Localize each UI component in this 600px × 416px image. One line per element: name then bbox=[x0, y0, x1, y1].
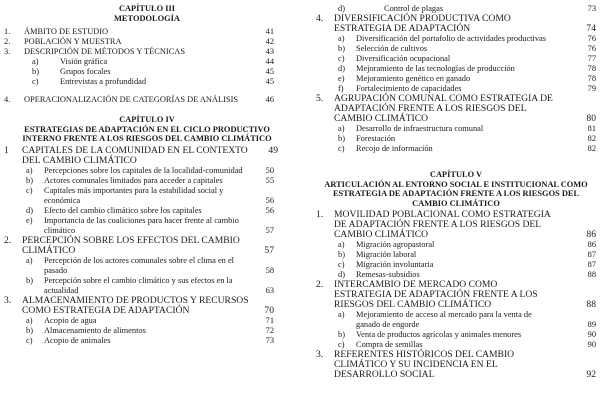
toc-entry-text: OPERACIONALIZACIÓN DE CATEGORÍAS DE ANÁLISIS bbox=[24, 95, 239, 104]
page-number: 76 bbox=[587, 34, 596, 43]
toc-entry-text: DESCRIPCIÓN DE MÉTODOS Y TÉCNICAS bbox=[24, 47, 186, 56]
toc-subentry: a) Migración agropastoral 86 bbox=[338, 240, 596, 249]
page-number: 80 bbox=[586, 113, 596, 124]
toc-entry-text: Recojo de información bbox=[356, 144, 433, 153]
page-number: 76 bbox=[587, 44, 596, 53]
toc-entry-text: POBLACIÓN Y MUESTRA bbox=[24, 37, 122, 46]
page-number: 73 bbox=[587, 4, 596, 13]
toc-subentry: d) Control de plagas 73 bbox=[338, 4, 596, 13]
toc-entry-text: Migración laboral bbox=[356, 250, 417, 259]
toc-entry-text: PERCEPCIÓN SOBRE LOS EFECTOS DEL CAMBIO CLIMÁTICO bbox=[22, 234, 240, 256]
toc-section: 2. INTERCAMBIO DE MERCADO COMO ESTRATEGIA DE ADAPTACIÓN FRENTE A LOS RIESGOS DEL CAMBIO CLIMÁTICO 88 bbox=[316, 279, 596, 310]
toc-subentry: c) Compra de semillas 90 bbox=[338, 340, 596, 349]
toc-entry-text: Remesas-subsidios bbox=[356, 270, 420, 279]
toc-subentry: b) Grupos focales 45 bbox=[4, 67, 290, 77]
page-number: 86 bbox=[587, 240, 596, 249]
toc-entry-text: Grupos focales bbox=[60, 67, 111, 76]
toc-section: 1 CAPITALES DE LA COMUNIDAD EN EL CONTEXTO DEL CAMBIO CLIMÁTICO 49 bbox=[4, 146, 290, 166]
page-number: 77 bbox=[587, 54, 596, 63]
toc-entry-text: Percepciones sobre los capitales de la localidad-comunidad bbox=[44, 165, 243, 175]
chapter-title: METODOLOGÍA bbox=[114, 13, 180, 23]
toc-section: 2. PERCEPCIÓN SOBRE LOS EFECTOS DEL CAMBIO CLIMÁTICO 57 bbox=[4, 236, 290, 256]
page-number: 82 bbox=[587, 134, 596, 143]
toc-subentry: c) Recojo de información 82 bbox=[338, 144, 596, 153]
toc-entry-text: Visión gráfica bbox=[60, 57, 108, 66]
page-number: 87 bbox=[587, 260, 596, 269]
toc-entry-text: Acopio de agua bbox=[44, 315, 97, 325]
page-number: 57 bbox=[265, 225, 274, 235]
toc-entry-text: REFERENTES HISTÓRICOS DEL CAMBIO CLIMÁTICO Y SU INCIDENCIA EN EL DESARROLLO SOCIAL bbox=[334, 349, 515, 380]
toc-entry-text: Percepción de los actores comunales sobre el clima en el pasado bbox=[44, 255, 234, 275]
page-number: 50 bbox=[265, 165, 274, 175]
page-number: 57 bbox=[264, 244, 274, 256]
toc-subentry: a) Diversificación del portafolio de actividades productivas 76 bbox=[338, 34, 596, 43]
page-number: 92 bbox=[586, 369, 596, 380]
page-number: 49 bbox=[268, 144, 278, 156]
page-number: 41 bbox=[265, 27, 274, 36]
toc-entry-text: ÁMBITO DE ESTUDIO bbox=[24, 27, 109, 36]
toc-entry: 3. DESCRIPCIÓN DE MÉTODOS Y TÉCNICAS 43 bbox=[4, 47, 290, 57]
toc-subentry: c) Diversificación ocupacional 77 bbox=[338, 54, 596, 63]
toc-entry-text: Compra de semillas bbox=[356, 340, 423, 349]
toc-subentry: f) Fortalecimiento de capacidades 79 bbox=[338, 84, 596, 93]
toc-entry-text: Selección de cultivos bbox=[356, 44, 428, 53]
toc-entry-text: Venta de productos agrícolas y animales menores bbox=[356, 330, 522, 339]
page-number: 44 bbox=[265, 57, 274, 66]
page-number: 43 bbox=[265, 47, 274, 56]
toc-entry: 2. POBLACIÓN Y MUESTRA 42 bbox=[4, 37, 290, 47]
toc-entry-text: Mejoramiento de acceso al mercado para la venta de ganado de engorde bbox=[356, 310, 532, 329]
page-number: 46 bbox=[265, 95, 274, 104]
chapter-label: CAPÍTULO V bbox=[429, 170, 483, 179]
toc-subentry: d) Efecto del cambio climático sobre los capitales 56 bbox=[4, 206, 290, 216]
page-number: 79 bbox=[587, 84, 596, 93]
page-number: 55 bbox=[265, 175, 274, 185]
toc-subentry: e) Mejoramiento genético en ganado 78 bbox=[338, 74, 596, 83]
toc-entry-text: DIVERSIFICACIÓN PRODUCTIVA COMO ESTRATEGIA DE ADAPTACIÓN bbox=[334, 13, 511, 34]
toc-section: 1. MOVILIDAD POBLACIONAL COMO ESTRATEGIA DE ADAPTACIÓN FRENTE A LOS RIESGOS DEL CAMBIO CLIMÁTICO 86 bbox=[316, 209, 596, 240]
toc-subentry: b) Forestación 82 bbox=[338, 134, 596, 143]
toc-right-column bbox=[316, 4, 596, 380]
page-number: 87 bbox=[587, 250, 596, 259]
chapter-label: CAPÍTULO III bbox=[118, 4, 176, 13]
page-number: 88 bbox=[587, 270, 596, 279]
toc-entry-text: Importancia de las coaliciones para hacer frente al cambio climático bbox=[44, 215, 239, 235]
toc-subentry: c) Capitales más importantes para la estabilidad social y económica 56 bbox=[4, 186, 290, 206]
toc-entry-text: Mejoramiento genético en ganado bbox=[356, 74, 471, 83]
toc-subentry: b) Migración laboral 87 bbox=[338, 250, 596, 259]
toc-entry-text: Diversificación ocupacional bbox=[356, 54, 451, 63]
chapter-3-heading bbox=[4, 4, 290, 23]
toc-entry: 4. OPERACIONALIZACIÓN DE CATEGORÍAS DE ANÁLISIS 46 bbox=[4, 95, 290, 105]
page-number: 56 bbox=[265, 195, 274, 205]
chapter-title: ESTRATEGIAS DE ADAPTACIÓN EN EL CICLO PRODUCTIVO INTERNO FRENTE A LOS RIESGOS DEL CAMBIO CLIMÁTICO bbox=[22, 124, 272, 143]
page-number: 58 bbox=[265, 265, 274, 275]
toc-subentry: a) Percepción de los actores comunales sobre el clima en el pasado 58 bbox=[4, 256, 290, 276]
toc-subentry: a) Acopio de agua 71 bbox=[4, 316, 290, 326]
toc-subentry: a) Percepciones sobre los capitales de la localidad-comunidad 50 bbox=[4, 166, 290, 176]
page-number: 56 bbox=[265, 205, 274, 215]
page-number: 70 bbox=[264, 304, 274, 316]
toc-entry-text: Percepción sobre el cambio climático y sus efectos en la actualidad bbox=[44, 275, 233, 295]
toc-subentry: c) Migración involuntaria 87 bbox=[338, 260, 596, 269]
page-number: 81 bbox=[587, 124, 596, 133]
toc-entry-text: Migración agropastoral bbox=[356, 240, 435, 249]
toc-entry-text: Entrevistas a profundidad bbox=[60, 77, 147, 86]
toc-subentry: c) Acopio de animales 73 bbox=[4, 336, 290, 346]
page-number: 82 bbox=[587, 144, 596, 153]
toc-left-column bbox=[4, 4, 290, 346]
toc-entry-text: AGRUPACIÓN COMUNAL COMO ESTRATEGIA DE ADAPTACIÓN FRENTE A LOS RIESGOS DEL CAMBIO CLIMÁTICO bbox=[334, 93, 553, 124]
toc-entry-text: CAPITALES DE LA COMUNIDAD EN EL CONTEXTO DEL CAMBIO CLIMÁTICO bbox=[22, 144, 248, 166]
toc-entry-text: Diversificación del portafolio de actividades productivas bbox=[356, 34, 546, 43]
toc-subentry: b) Selección de cultivos 76 bbox=[338, 44, 596, 53]
toc-entry: 1. ÁMBITO DE ESTUDIO 41 bbox=[4, 27, 290, 37]
toc-subentry: a) Visión gráfica 44 bbox=[4, 57, 290, 67]
toc-entry-text: ALMACENAMIENTO DE PRODUCTOS Y RECURSOS COMO ESTRATEGIA DE ADAPTACIÓN bbox=[22, 294, 249, 316]
page-number: 88 bbox=[586, 299, 596, 310]
page-number: 89 bbox=[587, 320, 596, 329]
chapter-5-heading bbox=[316, 170, 596, 208]
page-number: 86 bbox=[586, 229, 596, 240]
toc-subentry: a) Desarrollo de infraestructura comunal 81 bbox=[338, 124, 596, 133]
toc-section: 4. DIVERSIFICACIÓN PRODUCTIVA COMO ESTRATEGIA DE ADAPTACIÓN 74 bbox=[316, 13, 596, 34]
chapter-4-heading bbox=[4, 115, 290, 144]
page-number: 74 bbox=[586, 23, 596, 34]
toc-subentry: b) Actores comunales limitados para acceder a capitales 55 bbox=[4, 176, 290, 186]
toc-subentry: d) Mejoramiento de las tecnologías de producción 78 bbox=[338, 64, 596, 73]
page-number: 90 bbox=[587, 330, 596, 339]
toc-section: 3. REFERENTES HISTÓRICOS DEL CAMBIO CLIMÁTICO Y SU INCIDENCIA EN EL DESARROLLO SOCIAL 92 bbox=[316, 349, 596, 380]
page-number: 63 bbox=[265, 285, 274, 295]
page-number: 78 bbox=[587, 74, 596, 83]
toc-subentry: b) Venta de productos agrícolas y animales menores 90 bbox=[338, 330, 596, 339]
toc-section: 5. AGRUPACIÓN COMUNAL COMO ESTRATEGIA DE ADAPTACIÓN FRENTE A LOS RIESGOS DEL CAMBIO CLIMÁTICO 80 bbox=[316, 93, 596, 124]
toc-entry-text: Capitales más importantes para la estabilidad social y económica bbox=[44, 185, 224, 205]
page-number: 72 bbox=[265, 325, 274, 335]
page-number: 78 bbox=[587, 64, 596, 73]
toc-subentry: b) Percepción sobre el cambio climático y sus efectos en la actualidad 63 bbox=[4, 276, 290, 296]
toc-entry-text: Efecto del cambio climático sobre los capitales bbox=[44, 205, 202, 215]
toc-entry-text: Mejoramiento de las tecnologías de producción bbox=[356, 64, 515, 73]
page-number: 90 bbox=[587, 340, 596, 349]
toc-subentry: a) Mejoramiento de acceso al mercado para la venta de ganado de engorde 89 bbox=[338, 310, 596, 329]
page-number: 71 bbox=[265, 315, 274, 325]
toc-entry-text: Actores comunales limitados para acceder a capitales bbox=[44, 175, 223, 185]
chapter-title: ARTICULACIÓN AL ENTORNO SOCIAL E INSTITUCIONAL COMO ESTRATEGIA DE ADAPTACIÓN FRENTE A LOS RIESGOS DEL CAMBIO CLIMÁTICO bbox=[324, 179, 588, 208]
toc-subentry: d) Remesas-subsidios 88 bbox=[338, 270, 596, 279]
page-number: 45 bbox=[265, 77, 274, 86]
toc-section: 3. ALMACENAMIENTO DE PRODUCTOS Y RECURSOS COMO ESTRATEGIA DE ADAPTACIÓN 70 bbox=[4, 296, 290, 316]
page-number: 42 bbox=[265, 37, 274, 46]
toc-subentry: e) Importancia de las coaliciones para hacer frente al cambio climático 57 bbox=[4, 216, 290, 236]
toc-entry-text: Acopio de animales bbox=[44, 335, 111, 345]
page-number: 45 bbox=[265, 67, 274, 76]
page-number: 73 bbox=[265, 335, 274, 345]
toc-entry-text: Forestación bbox=[356, 134, 396, 143]
toc-entry-text: INTERCAMBIO DE MERCADO COMO ESTRATEGIA DE ADAPTACIÓN FRENTE A LOS RIESGOS DEL CAMBIO CLIMÁTICO bbox=[334, 279, 538, 310]
toc-entry-text: Fortalecimiento de capacidades bbox=[356, 84, 462, 93]
toc-entry-text: MOVILIDAD POBLACIONAL COMO ESTRATEGIA DE ADAPTACIÓN FRENTE A LOS RIESGOS DEL CAMBIO CLIMÁTICO bbox=[334, 209, 551, 240]
toc-subentry: c) Entrevistas a profundidad 45 bbox=[4, 77, 290, 87]
toc-entry-text: Control de plagas bbox=[384, 4, 444, 13]
chapter-label: CAPÍTULO IV bbox=[119, 115, 175, 124]
toc-entry-text: Almacenamiento de alimentos bbox=[44, 325, 146, 335]
toc-entry-text: Desarrollo de infraestructura comunal bbox=[356, 124, 484, 133]
toc-entry-text: Migración involuntaria bbox=[356, 260, 434, 269]
toc-subentry: b) Almacenamiento de alimentos 72 bbox=[4, 326, 290, 336]
